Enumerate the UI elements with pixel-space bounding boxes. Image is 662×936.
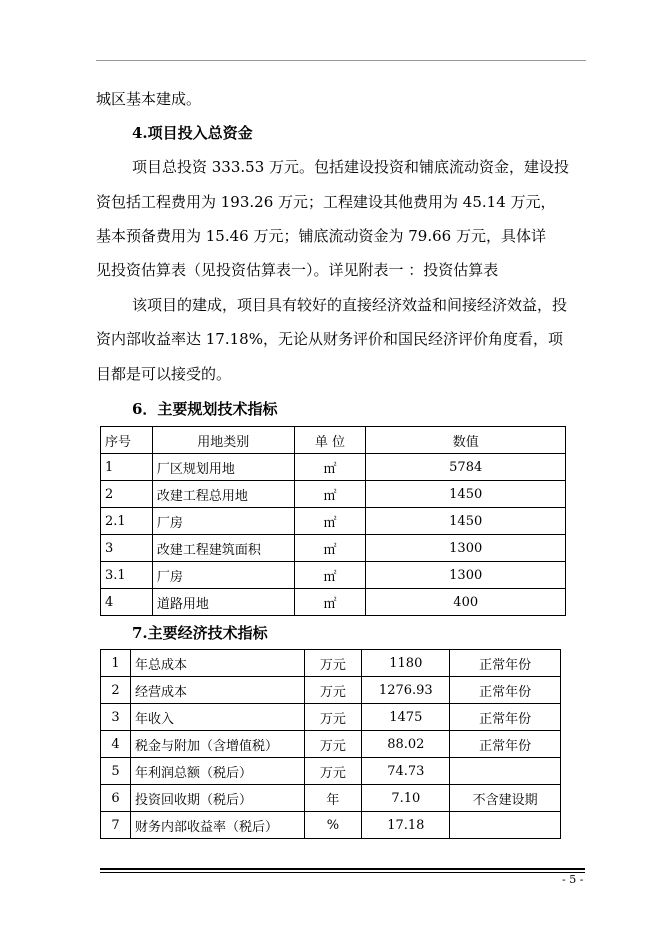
table-cell: 3 — [101, 704, 131, 731]
table-cell: 2.1 — [101, 508, 153, 535]
table-cell: 改建工程总用地 — [152, 481, 294, 508]
table-cell: 万元 — [304, 731, 362, 758]
table-cell: 万元 — [304, 677, 362, 704]
text-line: 项目总投资 333.53 万元。包括建设投资和铺底流动资金，建设投 — [132, 158, 570, 176]
table-cell: 4 — [101, 589, 153, 616]
footer-rule-thin — [100, 872, 585, 873]
table-row — [101, 704, 561, 731]
footer-rule — [100, 868, 585, 870]
table-cell: 厂区规划用地 — [152, 454, 294, 481]
table-cell: 正常年份 — [450, 731, 561, 758]
table-cell: 1300 — [366, 562, 566, 589]
table-row — [101, 785, 561, 812]
table-cell: 1 — [101, 454, 153, 481]
table-cell: 年总成本 — [130, 650, 304, 677]
header-cell: 数值 — [366, 427, 566, 454]
table-cell: 投资回收期（税后） — [130, 785, 304, 812]
header-cell: 序号 — [101, 427, 153, 454]
table-row — [101, 589, 566, 616]
table-cell: 税金与附加（含增值税） — [130, 731, 304, 758]
text-line: 资包括工程费用为 193.26 万元；工程建设其他费用为 45.14 万元， — [96, 193, 556, 211]
table-row — [101, 812, 561, 839]
table-cell: 7.10 — [362, 785, 450, 812]
table-cell: 万元 — [304, 704, 362, 731]
text-line: 该项目的建成，项目具有较好的直接经济效益和间接经济效益，投 — [132, 296, 568, 314]
table-cell: 1475 — [362, 704, 450, 731]
header-cell: 用地类别 — [152, 427, 294, 454]
table-row — [101, 481, 566, 508]
table-cell: 1300 — [366, 535, 566, 562]
text-line: 见投资估算表（见投资估算表一）。详见附表一 ：投资估算表 — [96, 261, 499, 279]
table-cell: 财务内部收益率（税后） — [130, 812, 304, 839]
table-row — [101, 731, 561, 758]
table-cell: 5784 — [366, 454, 566, 481]
table-cell: 正常年份 — [450, 704, 561, 731]
table-cell: 1 — [101, 650, 131, 677]
table-cell: ㎡ — [294, 562, 366, 589]
table-row — [101, 454, 566, 481]
table-cell: 1180 — [362, 650, 450, 677]
table-cell: 3 — [101, 535, 153, 562]
table-cell: ㎡ — [294, 481, 366, 508]
table-cell: 经营成本 — [130, 677, 304, 704]
text-line: 城区基本建成。 — [96, 90, 202, 108]
section-heading-4: 4.项目投入总资金 — [132, 124, 253, 142]
table-cell — [450, 812, 561, 839]
table-cell: 2 — [101, 481, 153, 508]
table-cell: 4 — [101, 731, 131, 758]
table-cell: 6 — [101, 785, 131, 812]
text-line: 目都是可以接受的。 — [96, 365, 232, 383]
header-rule — [96, 60, 586, 61]
table-cell: 400 — [366, 589, 566, 616]
table-cell: ㎡ — [294, 454, 366, 481]
table-cell: 17.18 — [362, 812, 450, 839]
table-cell: 不含建设期 — [450, 785, 561, 812]
table-cell — [450, 758, 561, 785]
table-row — [101, 758, 561, 785]
section-heading-6: 6．主要规划技术指标 — [132, 400, 278, 418]
table-cell: 年收入 — [130, 704, 304, 731]
table-cell: 厂房 — [152, 508, 294, 535]
table-cell: 2 — [101, 677, 131, 704]
text-line: 基本预备费用为 15.46 万元；铺底流动资金为 79.66 万元，具体详 — [96, 227, 546, 245]
table-cell: 万元 — [304, 650, 362, 677]
table-row — [101, 650, 561, 677]
table-row — [101, 562, 566, 589]
table-cell: 改建工程建筑面积 — [152, 535, 294, 562]
planning-indicators-table — [100, 426, 566, 616]
table-cell: 74.73 — [362, 758, 450, 785]
text-line: 资内部收益率达 17.18%，无论从财务评价和国民经济评价角度看，项 — [96, 330, 563, 348]
table-cell: 1450 — [366, 481, 566, 508]
table-header-row — [101, 427, 566, 454]
economic-indicators-table — [100, 649, 561, 839]
table-cell: 3.1 — [101, 562, 153, 589]
table-cell: 年 — [304, 785, 362, 812]
table-cell: 道路用地 — [152, 589, 294, 616]
table-row — [101, 677, 561, 704]
table-cell: 1450 — [366, 508, 566, 535]
table-cell: 万元 — [304, 758, 362, 785]
table-row — [101, 508, 566, 535]
table-cell: 1276.93 — [362, 677, 450, 704]
table-cell: 正常年份 — [450, 677, 561, 704]
table-row — [101, 535, 566, 562]
table-cell: 88.02 — [362, 731, 450, 758]
table-cell: 正常年份 — [450, 650, 561, 677]
table-cell: 7 — [101, 812, 131, 839]
table-cell: ㎡ — [294, 589, 366, 616]
header-cell: 单 位 — [294, 427, 366, 454]
table-cell: % — [304, 812, 362, 839]
table-cell: 5 — [101, 758, 131, 785]
table-cell: 厂房 — [152, 562, 294, 589]
table-cell: 年利润总额（税后） — [130, 758, 304, 785]
page-number: - 5 - — [562, 873, 584, 886]
table-cell: ㎡ — [294, 535, 366, 562]
section-heading-7: 7.主要经济技术指标 — [132, 624, 268, 642]
table-cell: ㎡ — [294, 508, 366, 535]
